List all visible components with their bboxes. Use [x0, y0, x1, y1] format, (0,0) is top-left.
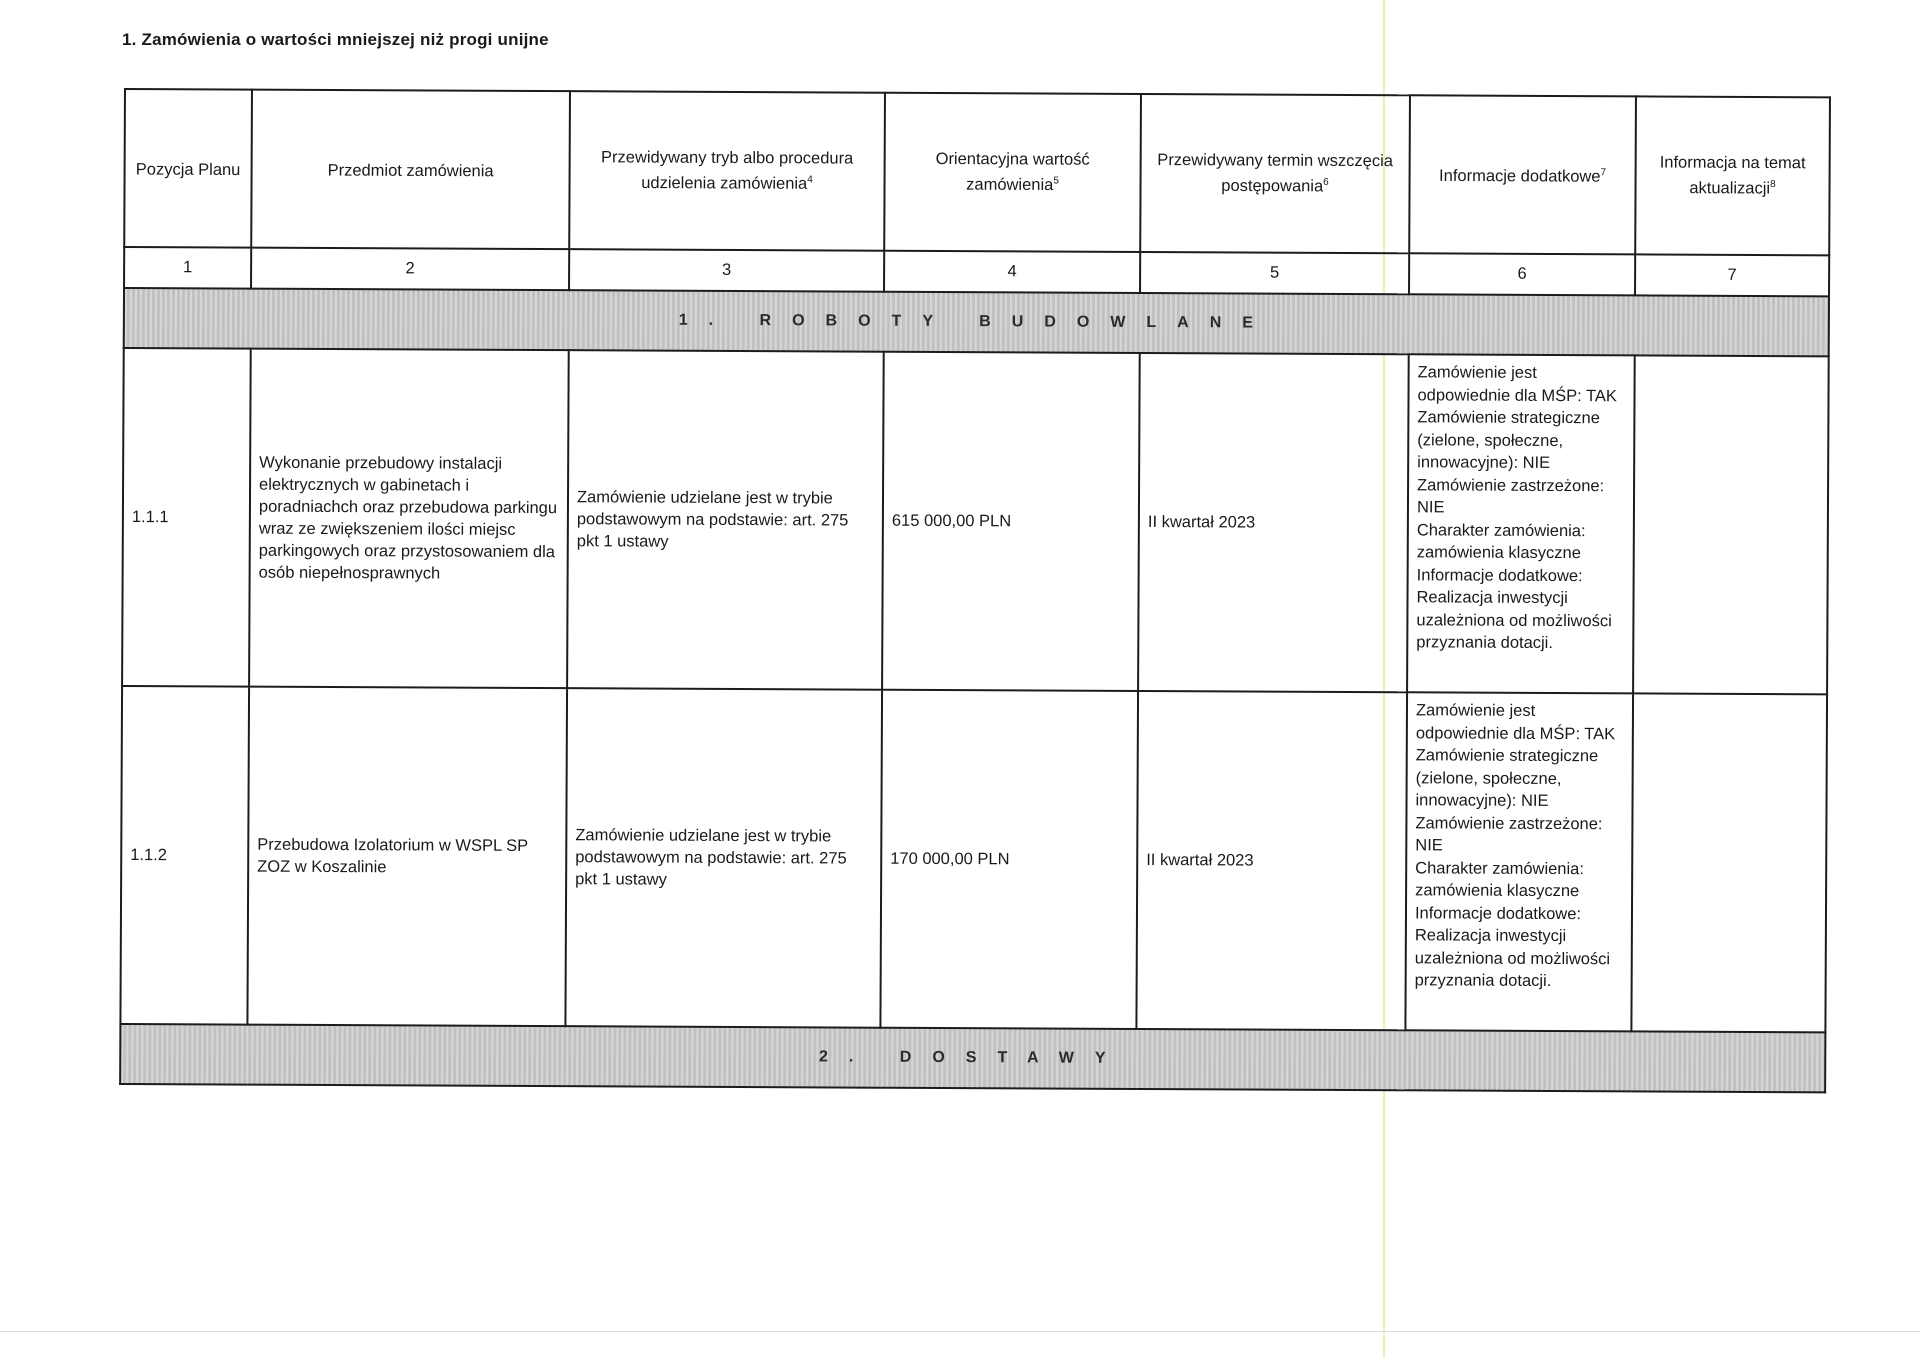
info-line: Charakter zamówienia: zamówienia klasyczne [1416, 520, 1586, 563]
section-title: 1. ROBOTY BUDOWLANE [124, 288, 1829, 356]
procedure-cell: Zamówienie udzielane jest w trybie podstawowym na podstawie: art. 275 pkt 1 ustawy [567, 350, 884, 690]
header-cell-additional-info: Informacje dodatkowe$^7$ [1409, 95, 1636, 254]
header-cell-subject: Przedmiot zamówienia [251, 90, 570, 250]
update-info-cell [1631, 693, 1827, 1032]
column-number: 3 [569, 249, 884, 292]
value-cell: 170 000,00 PLN [880, 690, 1138, 1029]
page-heading: 1. Zamówienia o wartości mniejszej niż progi unijne [122, 30, 549, 49]
procurement-plan-table [119, 88, 1831, 1093]
column-number: 7 [1635, 254, 1829, 296]
header-cell-value: Orientacyjna wartość zamówienia$^5$ [884, 93, 1141, 252]
section-row-works [124, 288, 1829, 356]
section-row-supplies [120, 1024, 1825, 1092]
column-number: 4 [884, 251, 1140, 293]
info-line: Zamówienie jest odpowiednie dla MŚP: TAK [1415, 701, 1616, 743]
info-line: Zamówienie strategiczne (zielone, społeczne, innowacyjne): NIE [1415, 746, 1599, 810]
header-cell-position: Pozycja Planu [124, 89, 252, 248]
subject-cell: Przebudowa Izolatorium w WSPL SP ZOZ w Koszalinie [247, 687, 567, 1027]
info-line: Zamówienie strategiczne (zielone, społeczne, innowacyjne): NIE [1417, 408, 1600, 472]
column-number: 1 [124, 247, 251, 289]
scan-artifact-horizontal-line [0, 1331, 1920, 1332]
header-cell-term: Przewidywany termin wszczęcia postępowania$^6$ [1140, 94, 1410, 253]
header-cell-procedure: Przewidywany tryb albo procedura udzielenia zamówienia$^4$ [569, 91, 885, 251]
value-cell: 615 000,00 PLN [882, 352, 1140, 691]
column-number: 6 [1409, 253, 1635, 295]
info-line: Zamówienie jest odpowiednie dla MŚP: TAK [1417, 363, 1617, 405]
column-number: 2 [251, 248, 569, 291]
position-cell: 1.1.2 [120, 686, 249, 1025]
subject-cell: Wykonanie przebudowy instalacji elektrycznych w gabinetach i poradniachch oraz przebudowa parkingu wraz ze zwiększeniem ilości miejsc parkingowych oraz przystosowaniem dla osób niepełnosprawnych [249, 349, 569, 689]
info-line: Informacje dodatkowe: Realizacja inwestycji uzależniona od możliwości przyznania dotacji. [1416, 565, 1612, 652]
table-row [120, 686, 1827, 1032]
table-row [122, 348, 1829, 694]
position-cell: 1.1.1 [122, 348, 251, 687]
section-title: 2. DOSTAWY [120, 1024, 1825, 1092]
update-info-cell [1633, 355, 1829, 694]
term-cell: II kwartał 2023 [1136, 691, 1407, 1030]
info-line: Zamówienie zastrzeżone: NIE [1416, 475, 1605, 517]
info-line: Charakter zamówienia: zamówienia klasyczne [1415, 858, 1584, 901]
table-header-row [124, 89, 1830, 255]
procedure-cell: Zamówienie udzielane jest w trybie podstawowym na podstawie: art. 275 pkt 1 ustawy [565, 688, 882, 1028]
additional-info-cell [1407, 354, 1635, 693]
header-cell-update-info: Informacja na temat aktualizacji$^8$ [1635, 96, 1830, 255]
info-line: Zamówienie zastrzeżone: NIE [1415, 813, 1603, 855]
additional-info-cell [1405, 692, 1633, 1031]
term-cell: II kwartał 2023 [1138, 353, 1409, 692]
column-number: 5 [1140, 252, 1409, 294]
info-line: Informacje dodatkowe: Realizacja inwestycji uzależniona od możliwości przyznania dotacji. [1414, 903, 1611, 990]
